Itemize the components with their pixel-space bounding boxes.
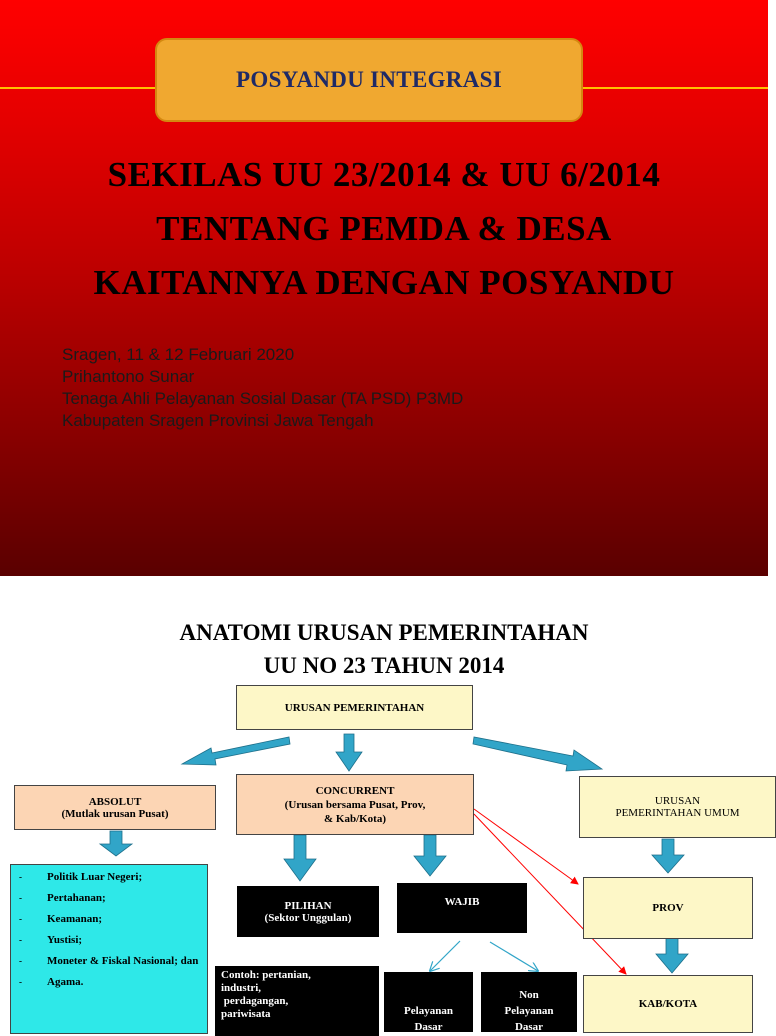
arrow-to-pilihan (284, 835, 316, 881)
arrow-to-prov (652, 839, 684, 873)
pelayanan-dasar-box (384, 972, 473, 1032)
arrow-to-concurrent (336, 734, 362, 771)
bullet: - (19, 935, 22, 945)
pilihan-sub: (Sektor Unggulan) (264, 911, 352, 924)
bullet: - (19, 893, 22, 903)
kabkota-box (583, 975, 753, 1033)
concurrent-sub: (Urusan bersama Pusat, Prov, (284, 798, 426, 811)
title-line: KAITANNYA DENGAN POSYANDU (93, 263, 675, 302)
list-item-text: Politik Luar Negeri; (47, 871, 143, 883)
non-pelayanan-dasar-box (481, 972, 577, 1032)
list-item (19, 870, 201, 884)
list-item (19, 912, 201, 926)
arrow-to-kabkota (656, 938, 688, 973)
kabkota-label: KAB/KOTA (638, 998, 698, 1010)
program-badge (155, 38, 583, 122)
arrow-to-absolut (182, 737, 290, 765)
bullet: - (19, 977, 22, 987)
concurrent-box (236, 774, 474, 835)
list-item-text: Yustisi; (47, 934, 83, 946)
diagram-title-line: UU NO 23 TAHUN 2014 (263, 653, 505, 678)
absolut-label: ABSOLUT (88, 795, 142, 808)
urusan-umum-sub: PEMERINTAHAN UMUM (615, 807, 740, 819)
pelayanan-dasar-line: Pelayanan (404, 1005, 453, 1017)
arrow-to-list (100, 831, 132, 856)
pilihan-box (237, 886, 379, 937)
right-rule (583, 87, 768, 89)
diagram-title-line: ANATOMI URUSAN PEMERINTAHAN (179, 620, 589, 645)
absolut-sub: (Mutlak urusan Pusat) (61, 807, 169, 820)
wajib-label: WAJIB (444, 896, 480, 908)
contoh-line: pariwisata (221, 1008, 271, 1020)
list-item-text: Pertahanan; (47, 892, 106, 904)
urusan-pemerintahan-label: URUSAN PEMERINTAHAN (284, 701, 425, 714)
list-item (19, 954, 201, 968)
non-pelayanan-dasar-line: Pelayanan (504, 1005, 554, 1017)
presenter-info (62, 344, 463, 432)
red-arrow-to-prov (474, 809, 578, 884)
list-item (19, 891, 201, 905)
concurrent-label: CONCURRENT (315, 784, 395, 797)
left-rule (0, 87, 155, 89)
title-line: TENTANG PEMDA & DESA (156, 209, 612, 248)
contoh-line: perdagangan, (221, 995, 289, 1007)
bullet: - (19, 914, 22, 924)
urusan-umum-label: URUSAN (654, 795, 701, 807)
slide-title (0, 148, 768, 310)
bullet: - (19, 872, 22, 882)
pilihan-label: PILIHAN (284, 899, 332, 912)
arrow-wajib-to-pelayanan (430, 941, 460, 971)
bullet: - (19, 956, 22, 966)
pelayanan-dasar-line: Dasar (414, 1021, 443, 1033)
arrow-to-wajib (414, 835, 446, 876)
contoh-line: Contoh: pertanian, (221, 969, 311, 981)
contoh-box (215, 966, 379, 1036)
wajib-box (397, 883, 527, 933)
list-item-text: Keamanan; (47, 913, 102, 925)
concurrent-sub: & Kab/Kota) (323, 812, 387, 825)
arrow-to-urusan-umum (473, 737, 602, 771)
absolut-list (10, 864, 208, 1034)
list-item-text: Agama. (47, 976, 84, 988)
contoh-line: industri, (221, 982, 262, 994)
urusan-pemerintahan-box (236, 685, 473, 730)
list-item (19, 975, 201, 989)
title-line: SEKILAS UU 23/2014 & UU 6/2014 (107, 155, 661, 194)
list-item (19, 933, 201, 947)
event-date: Sragen, 11 & 12 Februari 2020 (62, 345, 295, 364)
absolut-box (14, 785, 216, 830)
prov-label: PROV (652, 902, 684, 914)
non-pelayanan-dasar-line: Dasar (514, 1021, 544, 1033)
prov-box (583, 877, 753, 939)
presenter-role: Tenaga Ahli Pelayanan Sosial Dasar (TA PSD) P3MD (62, 389, 464, 408)
arrow-wajib-to-non-pelayanan (490, 942, 538, 971)
anatomy-slide (0, 576, 768, 1033)
presenter-location: Kabupaten Sragen Provinsi Jawa Tengah (62, 411, 374, 430)
list-item-text: Moneter & Fiskal Nasional; dan (47, 955, 199, 967)
presenter-name: Prihantono Sunar (62, 367, 195, 386)
badge-label: POSYANDU INTEGRASI (236, 67, 502, 92)
non-pelayanan-dasar-line: Non (519, 989, 539, 1001)
urusan-umum-box (579, 776, 776, 838)
